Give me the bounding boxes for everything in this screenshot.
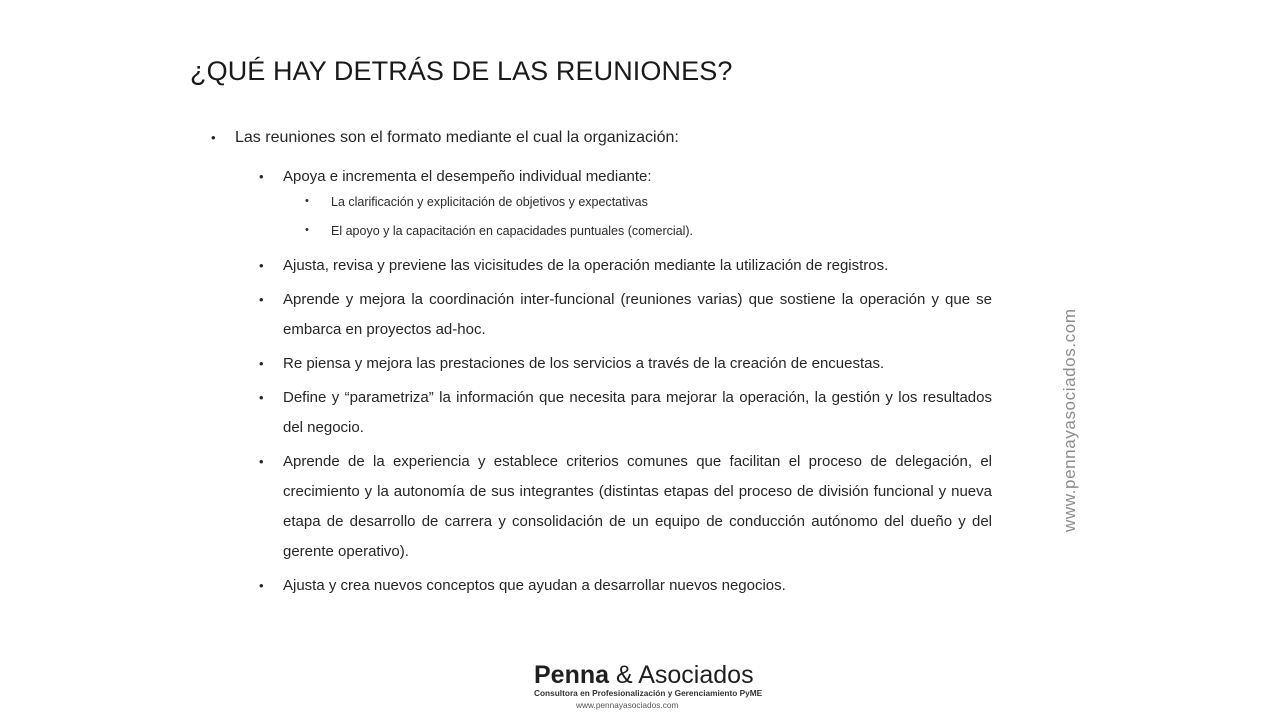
list-item: [256, 571, 992, 601]
bullet-list: [208, 126, 992, 605]
list-item: [256, 285, 992, 345]
list-item: [256, 251, 992, 281]
point-text: Aprende de la experiencia y establece criterios comunes que facilitan el proceso de delegación, el crecimiento y la autonomía de sus integrantes (distintas etapas del proceso de división funcional y nueva etapa de desarrollo de carrera y consolidación de un equipo de conducción autónomo del dueño y del gerente operativo).: [283, 453, 992, 560]
point-text: Ajusta, revisa y previene las vicisitudes de la operación mediante la utilización de registros.: [283, 257, 889, 274]
point-text: Ajusta y crea nuevos conceptos que ayudan a desarrollar nuevos negocios.: [283, 577, 786, 594]
bullet-glyph: •: [305, 224, 309, 236]
logo-name-rest: & Asociados: [609, 661, 754, 689]
bullet-glyph: •: [259, 454, 264, 469]
bullet-glyph: •: [305, 195, 309, 207]
intro-text: Las reuniones son el formato mediante el cual la organización:: [235, 129, 679, 146]
bullet-glyph: •: [211, 130, 216, 145]
list-item: [256, 164, 992, 190]
subpoint-text: La clarificación y explicitación de objetivos y expectativas: [331, 195, 648, 209]
vertical-website-url: www.pennayasociados.com: [1060, 308, 1079, 532]
point-text: Aprende y mejora la coordinación inter-funcional (reuniones varias) que sostiene la operación y que se embarca en proyectos ad-hoc.: [283, 291, 992, 338]
slide-title: ¿QUÉ HAY DETRÁS DE LAS REUNIONES?: [190, 56, 733, 86]
logo-url: www.pennayasociados.com: [576, 700, 679, 710]
logo-tagline: Consultora en Profesionalización y Gerenciamiento PyME: [534, 688, 763, 698]
bullet-glyph: •: [259, 578, 264, 593]
bullet-glyph: •: [259, 258, 264, 273]
company-logo: [534, 661, 763, 711]
point-text: Apoya e incrementa el desempeño individual mediante:: [283, 168, 652, 185]
point-text: Re piensa y mejora las prestaciones de los servicios a través de la creación de encuestas.: [283, 355, 885, 372]
bullet-glyph: •: [259, 169, 264, 184]
bullet-glyph: •: [259, 390, 264, 405]
list-item: [256, 447, 992, 567]
bullet-glyph: •: [259, 292, 264, 307]
point-text: Define y “parametriza” la información que necesita para mejorar la operación, la gestión y los resultados del negocio.: [283, 389, 992, 436]
subpoint-text: El apoyo y la capacitación en capacidades puntuales (comercial).: [331, 224, 694, 238]
logo-name-bold: Penna: [534, 661, 610, 689]
list-item: [256, 383, 992, 443]
list-item: [303, 192, 992, 212]
bullet-glyph: •: [259, 356, 264, 371]
list-item: [303, 221, 992, 241]
list-item: [256, 349, 992, 379]
logo-name: [534, 661, 754, 689]
list-item: [208, 126, 992, 150]
